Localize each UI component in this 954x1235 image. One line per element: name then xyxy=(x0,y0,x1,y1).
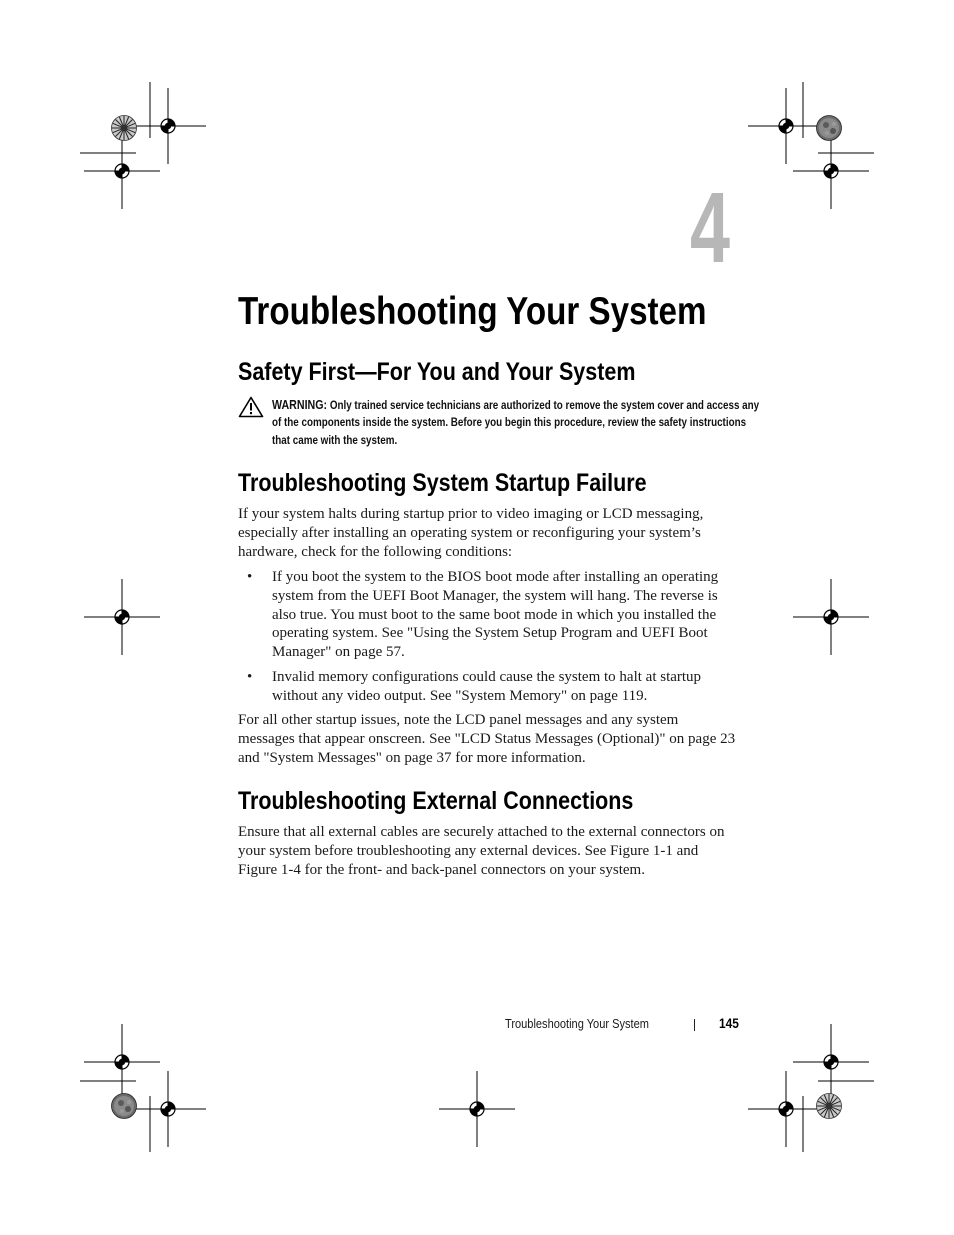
startup-conditions-list xyxy=(238,568,736,712)
chapter-number: 4 xyxy=(690,172,731,284)
bullet-icon: • xyxy=(247,569,253,585)
warning-label: WARNING: xyxy=(272,397,328,412)
bullet-icon: • xyxy=(247,668,253,685)
list-item xyxy=(238,668,736,706)
footer-chapter-title: Troubleshooting Your System xyxy=(505,1016,649,1031)
warning-triangle-icon xyxy=(238,396,264,418)
footer-separator xyxy=(694,1019,695,1031)
heading-external-connections: Troubleshooting External Connections xyxy=(238,787,634,815)
heading-safety-first: Safety First—For You and Your System xyxy=(238,358,636,386)
list-item-text: If you boot the system to the BIOS boot mode after installing an operating system from the UEFI Boot Manager, the system will hang. The reverse is also true. You must boot to the same boot mode in which you installed the operating system. See "Using the System Setup Program and UEFI Boot Manager" on page 57. xyxy=(272,569,719,661)
external-connections-paragraph: Ensure that all external cables are securely attached to the external connectors on your system before troubleshooting any external devices. See Figure 1-1 and Figure 1-4 for the front- and back-panel connectors on your system. xyxy=(238,824,725,878)
warning-body: Only trained service technicians are authorized to remove the system cover and access any of the components inside the system. Before you begin this procedure, review the safety instructions that came with the system. xyxy=(272,398,760,447)
startup-outro-paragraph: For all other startup issues, note the LCD panel messages and any system messages that appear onscreen. See "LCD Status Messages (Optional)" on page 23 and "System Messages" on page 37 for more information. xyxy=(238,712,736,766)
list-item-text: Invalid memory configurations could cause the system to halt at startup without any video output. See "System Memory" on page 119. xyxy=(272,668,702,704)
chapter-title: Troubleshooting Your System xyxy=(238,290,707,333)
warning-text xyxy=(272,396,764,449)
list-item xyxy=(238,568,736,662)
heading-startup-failure: Troubleshooting System Startup Failure xyxy=(238,469,647,497)
page-number: 145 xyxy=(719,1015,739,1031)
startup-intro-paragraph: If your system halts during startup prior to video imaging or LCD messaging, especially after installing an operating system or reconfiguring your system’s hardware, check for the following conditions: xyxy=(238,506,704,560)
